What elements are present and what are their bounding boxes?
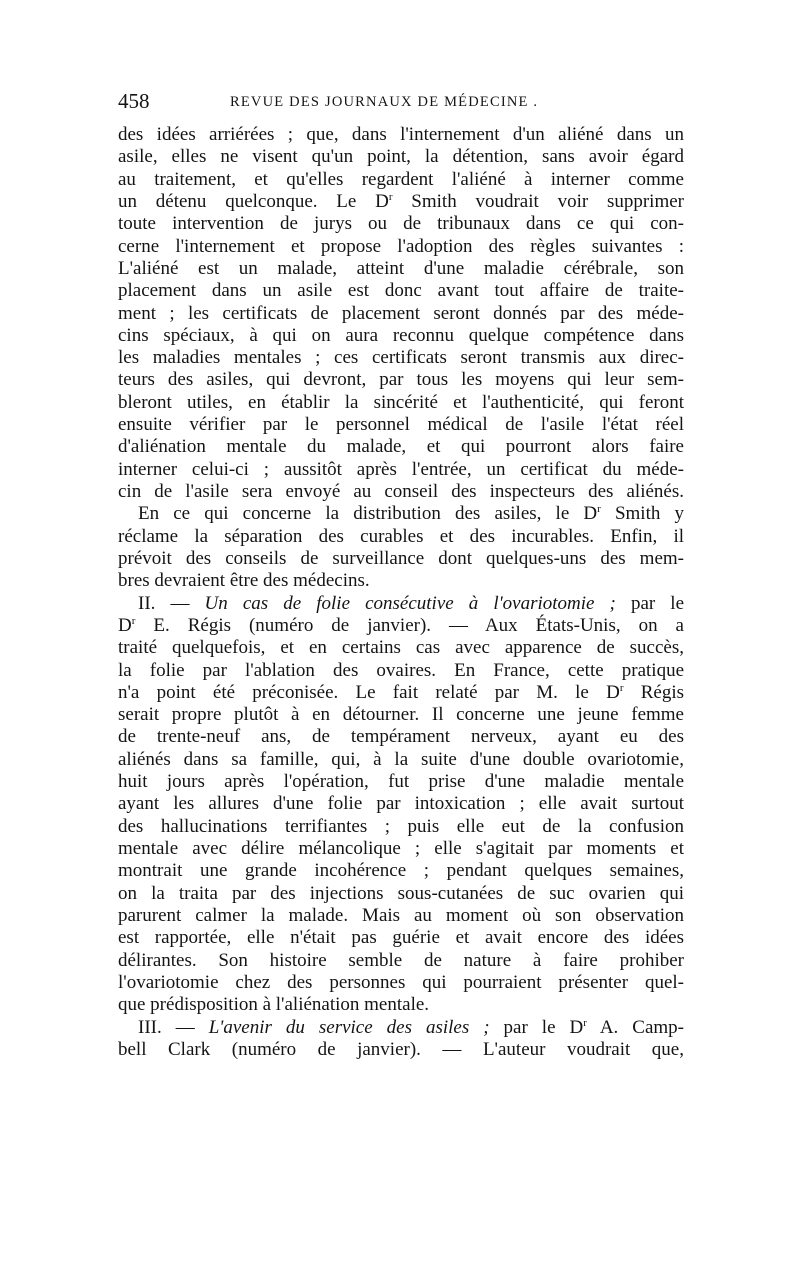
section-title: Un cas de folie consécutive à l'ovariotomie ; <box>204 592 616 614</box>
body-text <box>118 124 684 1061</box>
text-segment: D <box>118 614 132 636</box>
text-segment: E. Régis (numéro de janvier). — Aux États-Unis, on a <box>135 614 684 636</box>
text-line: bleront utiles, en établir la sincérité et l'authenticité, qui feront <box>118 391 684 413</box>
text-segment: par le D <box>489 1016 584 1038</box>
text-segment: En ce qui concerne la distribution des asiles, le D <box>138 503 598 525</box>
text-segment: par le <box>615 592 684 614</box>
superscript: r <box>388 190 393 203</box>
text-line: mentale avec délire mélancolique ; elle s'agitait par moments et <box>118 838 684 859</box>
text-line: des hallucinations terrifiantes ; puis elle eut de la confusion <box>118 815 684 837</box>
section-heading <box>118 593 684 615</box>
text-line: cin de l'asile sera envoyé au conseil des inspecteurs des aliénés. <box>118 481 684 502</box>
text-line: montrait une grande incohérence ; pendant quelques semaines, <box>118 860 684 882</box>
text-line: traité quelquefois, et en certains cas avec apparence de succès, <box>118 637 684 659</box>
text-line: que prédisposition à l'aliénation mentale. <box>118 994 430 1016</box>
text-line: cerne l'internement et propose l'adoption des règles suivantes : <box>118 235 684 257</box>
text-line: placement dans un asile est donc avant tout affaire de traite- <box>118 280 684 302</box>
text-segment: Smith voudrait voir supprimer <box>392 190 684 212</box>
text-line: serait propre plutôt à en détourner. Il concerne une jeune femme <box>118 704 684 726</box>
text-line: réclame la séparation des curables et des incurables. Enfin, il <box>118 525 684 547</box>
text-line: ensuite vérifier par le personnel médical de l'asile l'état réel <box>118 414 684 436</box>
text-line: teurs des asiles, qui devront, par tous les moyens qui leur sem- <box>118 369 684 391</box>
text-line <box>118 503 684 525</box>
text-line: les maladies mentales ; ces certificats seront transmis aux direc- <box>118 347 684 369</box>
text-line: d'aliénation mentale du malade, et qui pourront alors faire <box>118 436 684 458</box>
text-line: délirantes. Son histoire semble de nature à faire prohiber <box>118 949 684 971</box>
text-line <box>118 615 684 637</box>
section-number: II. — <box>138 592 205 614</box>
text-line: huit jours après l'opération, fut prise d'une maladie mentale <box>118 771 684 793</box>
text-line: cins spéciaux, à qui on aura reconnu quelque compétence dans <box>118 324 684 346</box>
page-number: 458 <box>118 89 150 113</box>
text-line: la folie par l'ablation des ovaires. En France, cette pratique <box>118 659 684 681</box>
text-line: L'aliéné est un malade, atteint d'une maladie cérébrale, son <box>118 257 684 279</box>
text-line: toute intervention de jurys ou de tribunaux dans ce qui con- <box>118 213 684 235</box>
text-line: au traitement, et qu'elles regardent l'aliéné à interner comme <box>118 168 684 190</box>
text-segment: Régis <box>623 681 685 703</box>
text-line: bres devraient être des médecins. <box>118 570 370 592</box>
running-title: REVUE DES JOURNAUX DE MÉDECINE . <box>230 94 539 110</box>
text-line: l'ovariotomie chez des personnes qui pourraient présenter quel- <box>118 971 684 993</box>
superscript: r <box>131 614 136 627</box>
text-segment: n'a point été préconisée. Le fait relaté par M. le D <box>118 681 620 703</box>
text-line: bell Clark (numéro de janvier). — L'auteur voudrait que, <box>118 1038 684 1060</box>
text-line: aliénés dans sa famille, qui, à la suite d'une double ovariotomie, <box>118 748 684 770</box>
text-line: prévoit des conseils de surveillance dont quelques-uns des mem- <box>118 547 684 569</box>
text-segment: Smith y <box>600 503 684 525</box>
text-segment: A. Camp- <box>586 1016 684 1038</box>
superscript: r <box>619 681 624 694</box>
text-line: parurent calmer la malade. Mais au moment où son observation <box>118 904 684 926</box>
text-segment: un détenu quelconque. Le D <box>118 190 389 212</box>
superscript: r <box>597 503 601 516</box>
text-line: on la traita par des injections sous-cutanées de suc ovarien qui <box>118 882 684 904</box>
page-header <box>118 89 688 119</box>
section-heading <box>118 1017 684 1039</box>
text-line: des idées arriérées ; que, dans l'internement d'un aliéné dans un <box>118 124 684 145</box>
section-title: L'avenir du service des asiles ; <box>208 1016 490 1038</box>
text-line: interner celui-ci ; aussitôt après l'entrée, un certificat du méde- <box>118 458 684 480</box>
text-line: ment ; les certificats de placement seront donnés par des méde- <box>118 302 684 324</box>
section-number: III. — <box>138 1016 209 1038</box>
text-line: de trente-neuf ans, de tempérament nerveux, ayant eu des <box>118 726 684 748</box>
text-line <box>118 682 684 704</box>
superscript: r <box>583 1016 587 1029</box>
text-line <box>118 191 684 213</box>
text-line: asile, elles ne visent qu'un point, la détention, sans avoir égard <box>118 146 684 168</box>
text-line: ayant les allures d'une folie par intoxication ; elle avait surtout <box>118 793 684 815</box>
text-line: est rapportée, elle n'était pas guérie et avait encore des idées <box>118 927 684 949</box>
